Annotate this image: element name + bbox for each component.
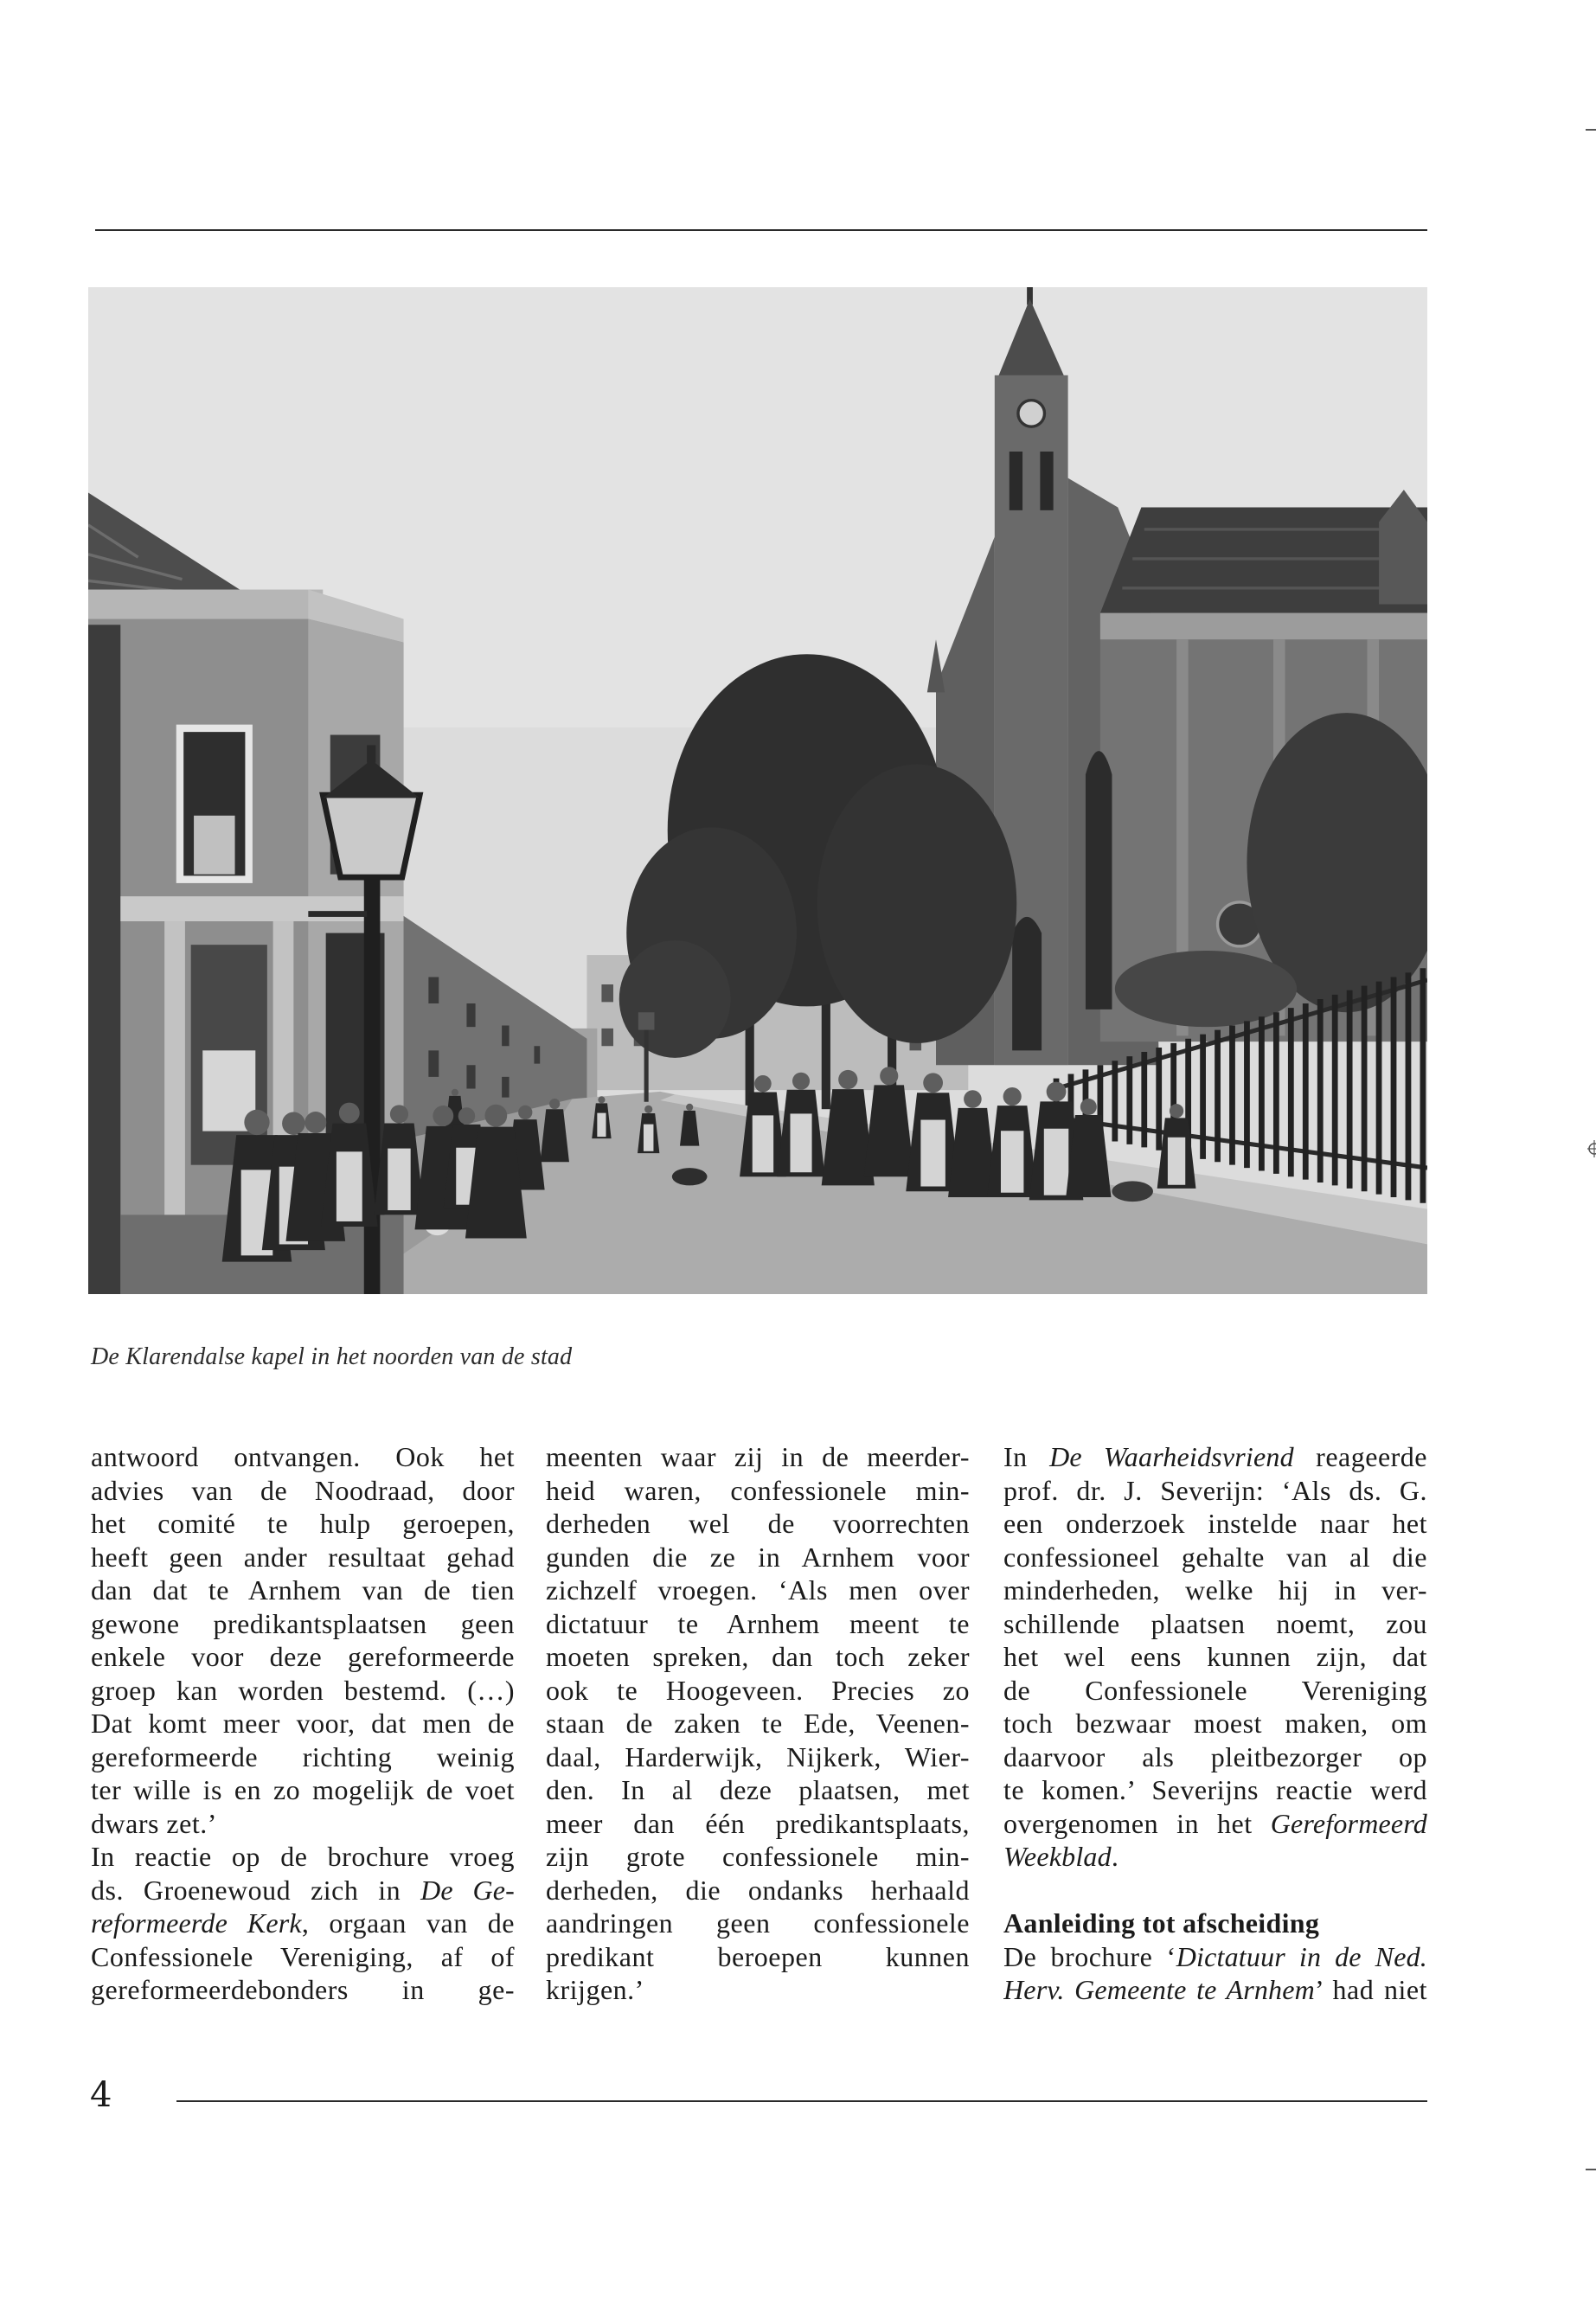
window-curtain (194, 816, 234, 875)
italic-title: De Waarheidsvriend (1049, 1441, 1294, 1472)
text-line: advies van de Noodraad, door (91, 1474, 515, 1506)
lamp-lantern (323, 795, 420, 877)
person-apron (337, 1151, 362, 1221)
text-line: toch bezwaar moest maken, om (1003, 1708, 1427, 1739)
italic-title: Dictatuur in de Ned. (1176, 1940, 1427, 1972)
line-text: . (1111, 1841, 1119, 1872)
building-cornice (88, 590, 323, 619)
person-apron (753, 1115, 773, 1172)
person-head (964, 1090, 982, 1108)
photo-caption: De Klarendalse kapel in het noorden van de stad (91, 1343, 573, 1370)
text-line: Confessionele Vereniging, af of (91, 1940, 515, 1972)
text-line: daarvoor als pleitbezorger op (1003, 1740, 1427, 1772)
text-column-3 (1003, 1440, 1427, 2007)
person-head (304, 1112, 326, 1133)
church-arched-window (1086, 751, 1112, 1009)
text-line: het comité te hulp geroepen, (91, 1508, 515, 1539)
top-rule (95, 229, 1427, 231)
person-head (282, 1112, 305, 1135)
text-line: derheden, die ondanks herhaald (546, 1874, 970, 1906)
text-line: de Confessionele Vereniging (1003, 1674, 1427, 1706)
person-apron (1044, 1129, 1068, 1195)
italic-title: Herv. Gemeente te Arnhem (1003, 1974, 1315, 2005)
text-line: een onderzoek instelde naar het (1003, 1508, 1427, 1539)
text-line: gereformeerde richting weinig (91, 1740, 515, 1772)
text-line: In reactie op de brochure vroeg (91, 1841, 515, 1872)
line-text: ds. Groenewoud zich in (91, 1874, 421, 1906)
person-head (598, 1096, 605, 1103)
text-line: dwars zet.’ (91, 1807, 217, 1839)
text-line (91, 1874, 515, 1907)
church-roof (1100, 508, 1427, 613)
person-head (458, 1107, 476, 1125)
text-line: dictatuur te Arnhem meent te (546, 1607, 970, 1639)
text-line: confessioneel gehalte van al die (1003, 1541, 1427, 1573)
lamp-post (364, 875, 381, 1294)
text-line (91, 1907, 515, 1940)
line-text: , orgaan van de (301, 1907, 515, 1939)
person-head (686, 1104, 693, 1111)
line-text: De brochure ‘ (1003, 1940, 1176, 1972)
text-line: prof. dr. J. Severijn: ‘Als ds. G. (1003, 1474, 1427, 1506)
text-line: zijn grote confessionele min- (546, 1841, 970, 1872)
text-line: heeft geen ander resultaat gehad (91, 1541, 515, 1573)
person-head (880, 1067, 898, 1085)
person-head (484, 1105, 507, 1127)
text-line: het wel eens kunnen zijn, dat (1003, 1641, 1427, 1672)
person-head (1047, 1082, 1067, 1102)
dog (672, 1168, 708, 1185)
person-head (390, 1105, 408, 1123)
text-line (1003, 1973, 1427, 2007)
person-head (838, 1070, 857, 1089)
text-line: daal, Harderwijk, Nijkerk, Wier- (546, 1740, 970, 1772)
italic-title: reformeerde Kerk (91, 1907, 302, 1939)
church-door (1012, 917, 1042, 1050)
text-line: enkele voor deze gereformeerde (91, 1641, 515, 1672)
person-apron (790, 1113, 811, 1172)
garden-bush (1115, 951, 1297, 1027)
lamp-arm (308, 911, 367, 917)
person-head (754, 1075, 772, 1093)
distant-lamp-post (644, 1029, 649, 1102)
text-line: moeten spreken, dan toch zeker (546, 1641, 970, 1672)
church-balustrade (1100, 613, 1427, 640)
person-head (792, 1073, 810, 1090)
text-line: heid waren, confessionele min- (546, 1474, 970, 1506)
text-line: krijgen.’ (546, 1974, 644, 2005)
text-line: aandringen geen confessionele (546, 1907, 970, 1939)
text-line: schillende plaatsen noemt, zou (1003, 1607, 1427, 1639)
line-text: reageerde (1293, 1441, 1427, 1472)
dog (1112, 1181, 1152, 1202)
text-line: zichzelf vroegen. ‘Als men over (546, 1574, 970, 1606)
shop-pilaster (164, 921, 185, 1222)
registration-cross (1587, 1140, 1596, 1157)
person-head (518, 1106, 532, 1119)
line-text: In (1003, 1441, 1050, 1472)
person-head (1080, 1099, 1097, 1115)
paragraph-spacer (1003, 1874, 1427, 1907)
person-head (452, 1089, 458, 1096)
crop-mark (1586, 129, 1596, 131)
text-line: dan dat te Arnhem van de tien (91, 1574, 515, 1606)
person-apron (920, 1120, 945, 1187)
page-number: 4 (90, 2075, 112, 2115)
text-line: staan de zaken te Ede, Veenen- (546, 1708, 970, 1739)
person-apron (597, 1113, 606, 1137)
text-line (1003, 1840, 1427, 1874)
person-apron (1168, 1138, 1185, 1185)
floor-cornice (120, 896, 403, 921)
street-photo (88, 287, 1427, 1294)
church-clock (1018, 401, 1045, 427)
text-line: ter wille is en zo mogelijk de voet (91, 1774, 515, 1805)
text-line: gereformeerdebonders in ge- (91, 1974, 515, 2005)
text-line (1003, 1940, 1427, 1974)
text-line: den. In al deze plaatsen, met (546, 1774, 970, 1805)
distant-lamp-lantern (638, 1012, 655, 1029)
italic-title: Weekblad (1003, 1841, 1112, 1872)
line-text: ’ had niet (1314, 1974, 1427, 2005)
person-apron (388, 1149, 410, 1210)
person-head (549, 1099, 560, 1109)
text-column-2 (546, 1440, 970, 2007)
text-line: derheden wel de voorrechten (546, 1508, 970, 1539)
text-line: meenten waar zij in de meerder- (546, 1441, 970, 1472)
text-line (1003, 1807, 1427, 1841)
person-head (1003, 1087, 1022, 1106)
italic-title: Gereformeerd (1270, 1807, 1427, 1839)
bottom-rule (176, 2100, 1427, 2102)
text-line: gunden die ze in Arnhem voor (546, 1541, 970, 1573)
person-apron (644, 1125, 654, 1151)
person-head (244, 1110, 269, 1135)
section-heading: Aanleiding tot afscheiding (1003, 1907, 1320, 1939)
text-line: meer dan één predikantsplaats, (546, 1807, 970, 1839)
registration-mark (1582, 1137, 1596, 1161)
text-line: Dat komt meer voor, dat men de (91, 1708, 515, 1739)
text-line: gewone predikantsplaatsen geen (91, 1607, 515, 1639)
person-head (1170, 1104, 1183, 1118)
person-head (339, 1103, 360, 1124)
person-head (644, 1106, 652, 1113)
text-line (1003, 1440, 1427, 1474)
text-line: minderheden, welke hij in ver- (1003, 1574, 1427, 1606)
line-text: overgenomen in het (1003, 1807, 1271, 1839)
text-line: groep kan worden bestemd. (…) (91, 1674, 515, 1706)
text-line: te komen.’ Severijns reactie werd (1003, 1774, 1427, 1805)
text-line: predikant beroepen kunnen (546, 1940, 970, 1972)
tree-crown (817, 764, 1017, 1042)
text-line: antwoord ontvangen. Ook het (91, 1441, 515, 1472)
text-line: ook te Hoogeveen. Precies zo (546, 1674, 970, 1706)
brick-wall (88, 625, 120, 1294)
italic-title: De Ge- (420, 1874, 515, 1906)
lamp-finial (367, 745, 375, 762)
person-head (433, 1106, 453, 1126)
person-apron (1001, 1131, 1023, 1192)
crop-mark (1586, 2169, 1596, 2170)
text-column-1 (91, 1440, 515, 2007)
person-head (923, 1073, 943, 1093)
tree-crown (619, 940, 731, 1058)
